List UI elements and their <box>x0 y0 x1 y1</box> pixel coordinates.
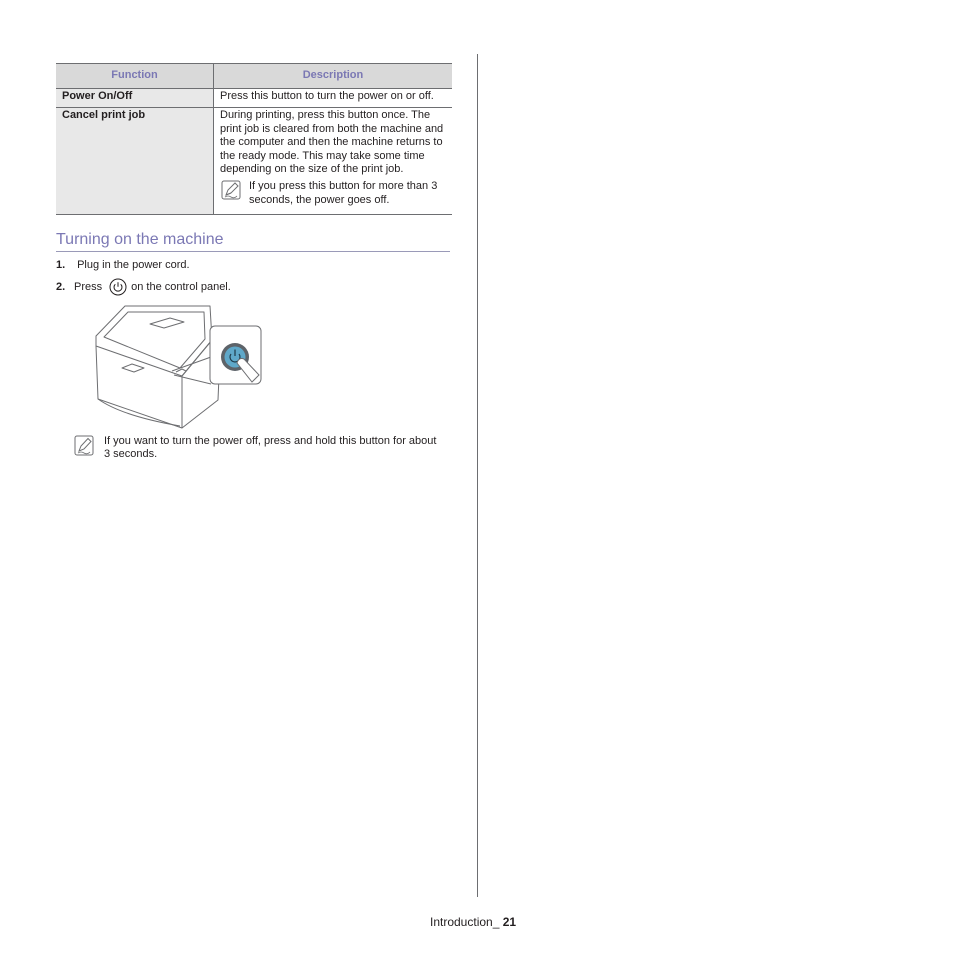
function-cell: Power On/Off <box>56 89 214 108</box>
printer-illustration <box>92 304 264 430</box>
footer-chapter: Introduction_ <box>430 915 500 929</box>
table-note-text: If you press this button for more than 3 seconds, the power goes off. <box>249 180 438 206</box>
function-cell: Cancel print job <box>56 108 214 215</box>
power-icon <box>109 278 127 296</box>
section-note-text: If you want to turn the power off, press and hold this button for about 3 seconds. <box>104 435 437 461</box>
section-title: Turning on the machine <box>56 230 450 252</box>
section-note <box>74 435 444 462</box>
page-footer <box>430 914 516 930</box>
step-number: 2. <box>56 281 66 293</box>
description-cell <box>214 108 453 215</box>
header-function: Function <box>56 64 214 89</box>
description-cell: Press this button to turn the power on or off. <box>214 89 453 108</box>
function-table <box>56 63 452 215</box>
column-divider <box>477 54 478 897</box>
step-text-after: on the control panel. <box>131 281 231 293</box>
header-description: Description <box>214 64 453 89</box>
table-note <box>220 180 446 207</box>
note-pencil-icon <box>221 180 241 200</box>
page-number: 21 <box>502 915 517 929</box>
step-text: Plug in the power cord. <box>77 259 190 271</box>
step-1 <box>56 258 190 272</box>
table-row <box>56 89 452 108</box>
table-header-row <box>56 64 452 89</box>
table-row <box>56 108 452 215</box>
step-text-before: Press <box>74 281 103 293</box>
step-number: 1. <box>56 259 66 271</box>
note-pencil-icon <box>74 435 94 456</box>
description-text: During printing, press this button once. The print job is cleared from both the machine and the computer and then the machine returns to the ready mode. This may take some time depending on the size of the print job. <box>220 109 444 176</box>
step-2 <box>56 278 231 296</box>
